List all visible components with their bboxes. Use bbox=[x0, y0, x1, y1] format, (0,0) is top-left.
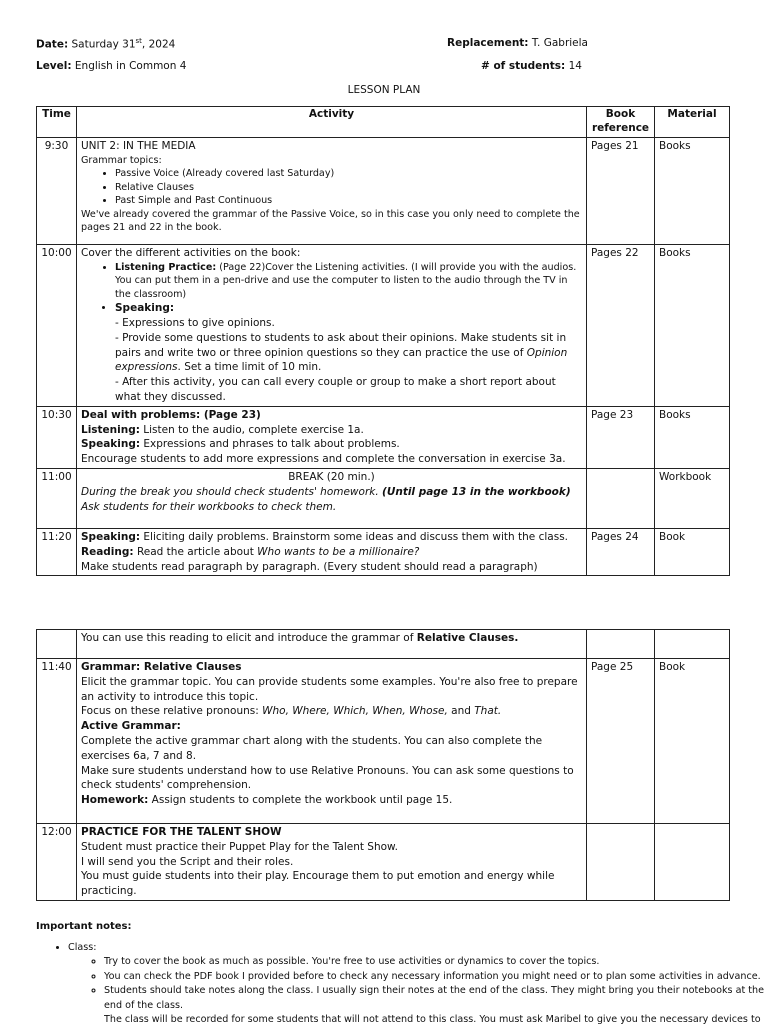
activities-list bbox=[81, 261, 582, 302]
speaking-line-3: - After this activity, you can call every couple or group to make a short report about what they discussed. bbox=[115, 376, 556, 404]
grammar-note: We've already covered the grammar of the Passive Voice, so in this case you only need to complete the pages 21 and 22 in the book. bbox=[81, 208, 580, 234]
talent-line-3: You must guide students into their play. Encourage them to put emotion and energy while practicing. bbox=[81, 870, 555, 898]
reading-label: Reading: bbox=[81, 545, 134, 558]
class-notes-list bbox=[68, 955, 768, 1028]
replacement-label: Replacement: bbox=[447, 37, 529, 49]
listening-label: Listening Practice: bbox=[115, 261, 217, 273]
talent-line-1: Student must practice their Puppet Play for the Talent Show. bbox=[81, 840, 399, 853]
lesson-plan-table-continued bbox=[36, 629, 730, 901]
table-row bbox=[37, 406, 730, 468]
focus-text: Focus on these relative pronouns: bbox=[81, 705, 263, 718]
break-line-1-bold: (Until page 13 in the workbook) bbox=[382, 485, 571, 498]
table-row bbox=[37, 659, 730, 824]
list-item bbox=[68, 941, 768, 1028]
row-material: Books bbox=[655, 138, 730, 245]
row-book: Pages 21 bbox=[587, 138, 655, 245]
encourage-line: Encourage students to add more expressions and complete the conversation in exercise 3a. bbox=[81, 453, 566, 466]
active-grammar-label: Active Grammar: bbox=[81, 720, 181, 733]
list-item: ◦ You can check the PDF book I provided before to check any necessary information you might need or to plan some activities in advance. bbox=[104, 970, 768, 985]
focus-line bbox=[81, 704, 582, 719]
row-activity bbox=[77, 659, 587, 824]
reading-line bbox=[81, 545, 582, 560]
talent-show-heading: PRACTICE FOR THE TALENT SHOW bbox=[81, 826, 282, 838]
date-label: Date: bbox=[36, 38, 69, 51]
row-activity bbox=[77, 469, 587, 529]
listening-text: Listen to the audio, complete exercise 1a. bbox=[139, 423, 364, 436]
grammar-heading: Grammar: Relative Clauses bbox=[81, 661, 242, 673]
row-book: Pages 24 bbox=[587, 529, 655, 576]
table-row bbox=[37, 824, 730, 901]
date-year: , 2024 bbox=[141, 38, 176, 51]
break-line-2-text: Ask students for their workbooks to check them. bbox=[81, 500, 337, 513]
row-material: Workbook bbox=[655, 469, 730, 529]
page-title: LESSON PLAN bbox=[347, 84, 421, 96]
level-value: English in Common 4 bbox=[74, 60, 187, 72]
break-line-1-text: During the break you should check students' homework. bbox=[81, 485, 383, 498]
date-sup: st bbox=[135, 37, 142, 45]
table-row bbox=[37, 245, 730, 407]
class-label: Class: bbox=[68, 942, 97, 953]
speaking-label: Speaking: bbox=[115, 302, 175, 315]
break-line-2 bbox=[81, 500, 582, 515]
speaking-label: Speaking: bbox=[81, 438, 141, 451]
list-item: ◦ The class will be recorded for some students that will not attend to this class. You must ask Maribel to give you the necessary devices to bbox=[104, 1013, 768, 1028]
table-row bbox=[37, 138, 730, 245]
listening-label: Listening: bbox=[81, 423, 140, 436]
break-heading: BREAK (20 min.) bbox=[288, 471, 375, 484]
reading-text: Read the article about bbox=[133, 545, 258, 558]
speaking-line bbox=[81, 437, 582, 452]
col-book-header: Book reference bbox=[587, 107, 655, 138]
date-line bbox=[36, 37, 175, 51]
list-item: • Past Simple and Past Continuous bbox=[115, 194, 582, 208]
talent-line-2: I will send you the Script and their roles. bbox=[81, 855, 294, 868]
reading-italic: Who wants to be a millionaire? bbox=[257, 545, 420, 558]
grammar-line-2: Complete the active grammar chart along with the students. You can also complete the exercises 6a, 7 and 8. bbox=[81, 734, 543, 762]
unit-heading: UNIT 2: IN THE MEDIA bbox=[81, 140, 196, 152]
row-time bbox=[37, 630, 77, 659]
list-item: ◦ Try to cover the book as much as possible. You're free to use activities or dynamics to cover the topics. bbox=[104, 955, 768, 970]
row-material: Book bbox=[655, 529, 730, 576]
speaking-text: Eliciting daily problems. Brainstorm some ideas and discuss them with the class. bbox=[140, 531, 569, 544]
row-material: Books bbox=[655, 245, 730, 407]
row-book bbox=[587, 630, 655, 659]
speaking-line-1: - Expressions to give opinions. bbox=[115, 317, 275, 330]
row-time: 11:20 bbox=[37, 529, 77, 576]
row-activity bbox=[77, 529, 587, 576]
row-activity bbox=[77, 406, 587, 468]
row-time: 11:40 bbox=[37, 659, 77, 824]
row-book bbox=[587, 469, 655, 529]
speaking-line-2-end: . Set a time limit of 10 min. bbox=[177, 361, 322, 374]
date-value: Saturday 31 bbox=[71, 38, 136, 51]
table-row bbox=[37, 469, 730, 529]
row-time: 12:00 bbox=[37, 824, 77, 901]
row-activity bbox=[77, 630, 587, 659]
row-activity bbox=[77, 245, 587, 407]
row-time: 10:30 bbox=[37, 406, 77, 468]
important-notes-title: Important notes: bbox=[36, 921, 132, 932]
grammar-line-1: Elicit the grammar topic. You can provide students some examples. You're also free to prepare an activity to introduce this topic. bbox=[81, 675, 578, 703]
speaking-list bbox=[81, 301, 582, 316]
speaking-label: Speaking: bbox=[81, 531, 141, 544]
homework-label: Homework: bbox=[81, 794, 149, 807]
lesson-plan-table bbox=[36, 106, 730, 576]
row-time: 9:30 bbox=[37, 138, 77, 245]
replacement-value: T. Gabriela bbox=[531, 37, 588, 49]
speaking-line-2-text: - Provide some questions to students to ask about their opinions. Make students sit in pairs and write two or three opinion questions so they can practice the use of bbox=[115, 331, 567, 359]
row-book: Page 23 bbox=[587, 406, 655, 468]
replacement-line bbox=[447, 37, 588, 49]
list-item: • Relative Clauses bbox=[115, 181, 582, 195]
notes-list bbox=[36, 941, 768, 1028]
table-row bbox=[37, 630, 730, 659]
students-value: 14 bbox=[568, 60, 582, 72]
listening-text: (Page 22)Cover the Listening activities. (I will provide you with the audios. You can put them in a pen-drive and use the computer to listen to the audio through the TV in the classroom) bbox=[115, 261, 577, 300]
row-time: 10:00 bbox=[37, 245, 77, 407]
col-activity-header: Activity bbox=[77, 107, 587, 138]
reading-instructions: Make students read paragraph by paragraph. (Every student should read a paragraph) bbox=[81, 560, 538, 573]
row-book: Pages 22 bbox=[587, 245, 655, 407]
list-item: • Passive Voice (Already covered last Saturday) bbox=[115, 167, 582, 181]
row-activity bbox=[77, 138, 587, 245]
grammar-line-3: Make sure students understand how to use Relative Pronouns. You can ask some questions to check students' comprehension. bbox=[81, 764, 574, 792]
speaking-line-2 bbox=[81, 331, 582, 375]
speaking-line bbox=[81, 530, 582, 545]
table-header-row bbox=[37, 107, 730, 138]
col-time-header: Time bbox=[37, 107, 77, 138]
students-line bbox=[481, 60, 582, 72]
grammar-topics-list bbox=[81, 167, 582, 208]
homework-text: Assign students to complete the workbook until page 15. bbox=[148, 794, 453, 807]
reading-elicit-bold: Relative Clauses. bbox=[416, 632, 519, 644]
and-text: and bbox=[447, 705, 475, 718]
row-activity bbox=[77, 824, 587, 901]
list-item bbox=[115, 261, 582, 302]
row-book bbox=[587, 824, 655, 901]
col-material-header: Material bbox=[655, 107, 730, 138]
row-book: Page 25 bbox=[587, 659, 655, 824]
level-line bbox=[36, 60, 186, 72]
speaking-text: Expressions and phrases to talk about problems. bbox=[140, 438, 400, 451]
pronouns-text: Who, Where, Which, When, Whose, bbox=[262, 705, 448, 718]
activities-intro: Cover the different activities on the book: bbox=[81, 247, 301, 259]
break-line-1 bbox=[81, 485, 582, 500]
that-text: That. bbox=[474, 705, 502, 718]
problems-heading: Deal with problems: (Page 23) bbox=[81, 408, 261, 421]
row-material: Book bbox=[655, 659, 730, 824]
list-item bbox=[115, 301, 582, 316]
reading-elicit-text: You can use this reading to elicit and introduce the grammar of bbox=[81, 632, 417, 644]
list-item: ◦ Students should take notes along the class. I usually sign their notes at the end of the class. They might bring you their notebooks at the end of the class. bbox=[104, 984, 768, 1013]
grammar-topics-label: Grammar topics: bbox=[81, 154, 162, 166]
level-label: Level: bbox=[36, 60, 72, 72]
row-material bbox=[655, 630, 730, 659]
listening-line bbox=[81, 423, 582, 438]
row-material bbox=[655, 824, 730, 901]
students-label: # of students: bbox=[481, 60, 566, 72]
speaking-line-2-italic: Opinion expressions bbox=[115, 346, 568, 374]
table-row bbox=[37, 529, 730, 576]
row-time: 11:00 bbox=[37, 469, 77, 529]
row-material: Books bbox=[655, 406, 730, 468]
homework-line bbox=[81, 793, 582, 808]
